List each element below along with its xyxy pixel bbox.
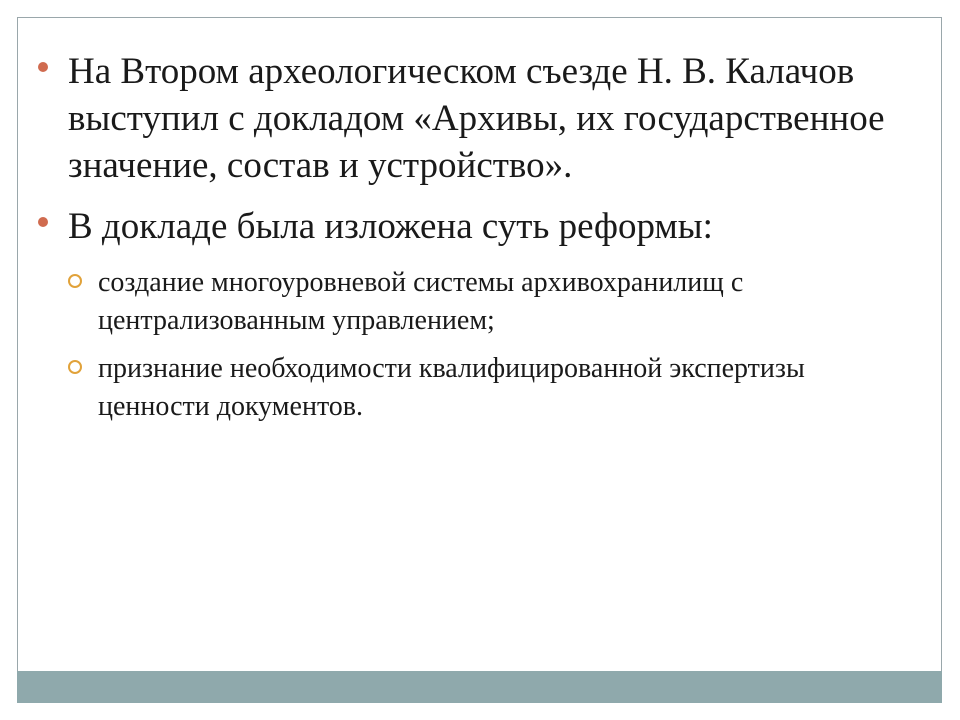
bullet-item-1 bbox=[38, 48, 918, 189]
bullet-ring-icon bbox=[68, 274, 82, 288]
sub-bullet-item-1 bbox=[38, 264, 918, 340]
bullet-dot-icon bbox=[38, 62, 48, 72]
bullet-item-2 bbox=[38, 203, 918, 250]
bullet-ring-icon bbox=[68, 360, 82, 374]
sub-bullet-item-2 bbox=[38, 350, 918, 426]
bullet-text: В докладе была изложена суть реформы: bbox=[68, 206, 713, 247]
sub-bullet-text: создание многоуровневой системы архивохранилищ с централизованным управлением; bbox=[98, 267, 744, 336]
slide-content bbox=[38, 48, 918, 436]
sub-bullet-text: признание необходимости квалифицированной экспертизы ценности документов. bbox=[98, 353, 805, 422]
bullet-text: На Втором археологическом съезде Н. В. Калачов выступил с докладом «Архивы, их государственное значение, состав и устройство». bbox=[68, 51, 885, 186]
bullet-dot-icon bbox=[38, 217, 48, 227]
footer-bar bbox=[17, 671, 942, 703]
